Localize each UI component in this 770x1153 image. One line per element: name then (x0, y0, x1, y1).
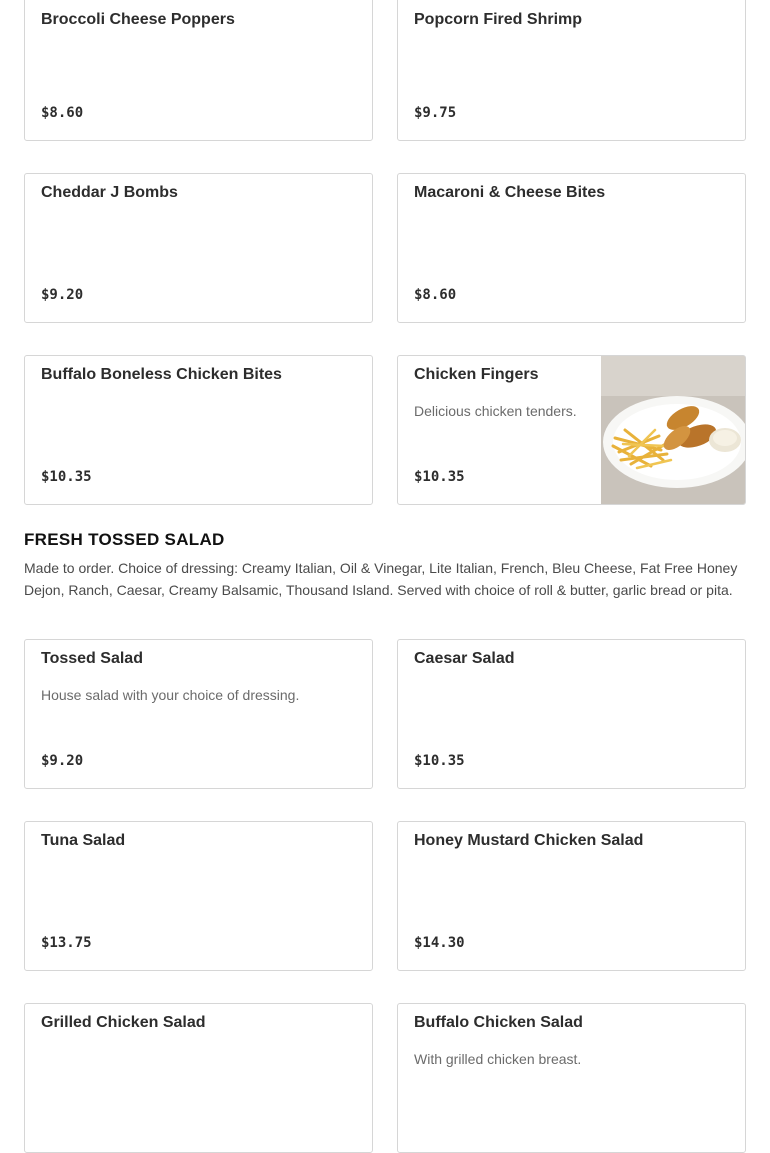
section-title: FRESH TOSSED SALAD (24, 530, 225, 549)
menu-item-price: $10.35 (414, 469, 465, 485)
menu-item-price: $9.75 (414, 105, 457, 121)
menu-item-price: $10.35 (414, 753, 465, 769)
menu-item-name: Chicken Fingers (414, 366, 539, 383)
menu-item-price: $10.35 (41, 469, 92, 485)
menu-item-card-broccoli-cheese-poppers[interactable] (24, 0, 373, 141)
menu-item-card-macaroni-cheese-bites[interactable] (397, 173, 746, 323)
menu-item-price: $8.60 (41, 105, 84, 121)
menu-item-card-chicken-fingers[interactable] (397, 355, 746, 505)
menu-item-card-cheddar-j-bombs[interactable] (24, 173, 373, 323)
menu-item-name: Tuna Salad (41, 832, 126, 849)
menu-item-name: Cheddar J Bombs (41, 184, 178, 201)
menu-item-price: $9.20 (41, 753, 84, 769)
menu-item-name: Honey Mustard Chicken Salad (414, 832, 644, 849)
menu-item-card-tuna-salad[interactable] (24, 821, 373, 971)
menu-item-card-grilled-chicken-salad[interactable] (24, 1003, 373, 1153)
section-description: Made to order. Choice of dressing: Creamy Italian, Oil & Vinegar, Lite Italian, French, Bleu Cheese, Fat Free Honey Dejon, Ranch, Caesar, Creamy Balsamic, Thousand Island. Served with choice of roll & butter, garlic bread or pita. (24, 560, 738, 598)
menu-item-card-buffalo-boneless-chicken-bites[interactable] (24, 355, 373, 505)
menu-item-card-tossed-salad[interactable] (24, 639, 373, 789)
menu-item-card-honey-mustard-chicken-salad[interactable] (397, 821, 746, 971)
menu-item-description: With grilled chicken breast. (414, 1051, 582, 1067)
menu-item-name: Tossed Salad (41, 650, 143, 667)
menu-item-price: $9.20 (41, 287, 84, 303)
menu-item-name: Macaroni & Cheese Bites (414, 184, 606, 201)
menu-item-name: Grilled Chicken Salad (41, 1014, 206, 1031)
menu-item-price: $8.60 (414, 287, 457, 303)
menu-item-price: $14.30 (414, 935, 465, 951)
menu-item-description: House salad with your choice of dressing. (41, 687, 300, 703)
menu-item-card-buffalo-chicken-salad[interactable] (397, 1003, 746, 1153)
menu-item-price: $13.75 (41, 935, 92, 951)
menu-item-card-caesar-salad[interactable] (397, 639, 746, 789)
menu-item-name: Broccoli Cheese Poppers (41, 11, 235, 28)
menu-item-name: Caesar Salad (414, 650, 515, 667)
menu-item-description: Delicious chicken tenders. (414, 403, 577, 419)
chicken-fingers-photo (601, 356, 745, 504)
menu-item-card-popcorn-fired-shrimp[interactable] (397, 0, 746, 141)
menu-item-name: Buffalo Boneless Chicken Bites (41, 366, 282, 383)
menu-item-name: Buffalo Chicken Salad (414, 1014, 583, 1031)
menu-item-name: Popcorn Fired Shrimp (414, 11, 583, 28)
